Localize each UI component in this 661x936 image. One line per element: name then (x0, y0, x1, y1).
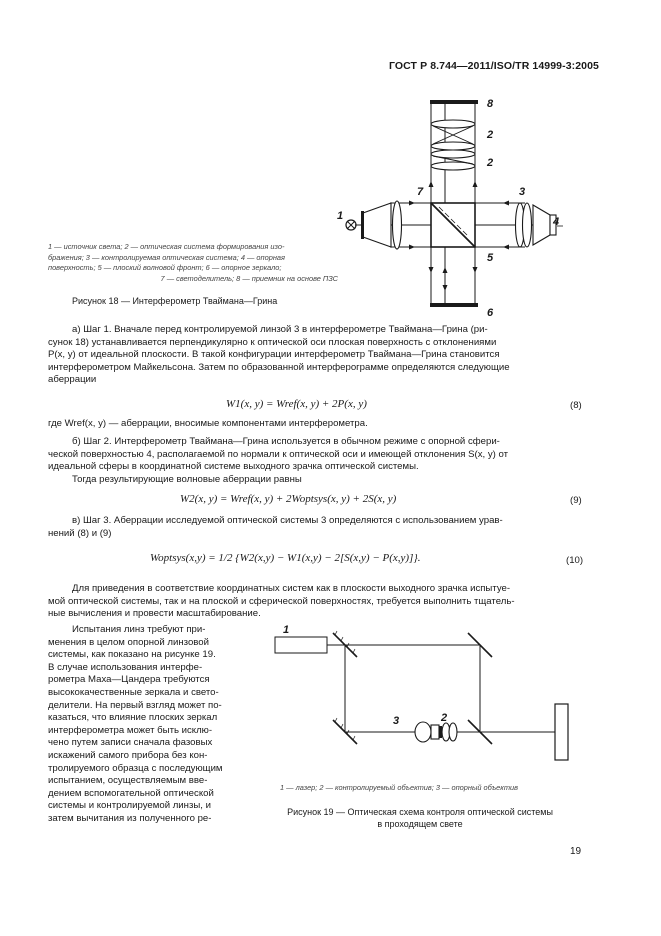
p1-line-1: а) Шаг 1. Вначале перед контролируемой линзой 3 в интерферометре Тваймана—Грина (ри- (72, 324, 488, 335)
p5-line-6: высококачественные зеркала и свето- (48, 686, 219, 698)
laser (275, 637, 327, 653)
p5-line-14: дением вспомогательной оптической (48, 787, 214, 799)
paragraph-step-3 (48, 515, 602, 540)
p5-line-5: рометра Маха—Цандера требуются (48, 674, 210, 686)
fig18-legend-line-4: 7 — светоделитель; 8 — приемник на основе ПЗС (160, 273, 338, 283)
fig18-legend-line-1: 1 — источник света; 2 — оптическая система формирования изо- (48, 242, 285, 251)
fig19-caption-line-2: в проходящем свете (377, 819, 463, 829)
source-cone (363, 203, 391, 247)
fig18-label-2a: 2 (487, 129, 494, 141)
p5-line-7: делители. На первый взгляд может по- (48, 699, 222, 711)
p3-line-2: нений (8) и (9) (48, 527, 112, 539)
p5-line-16: затем вычитания из полученного ре- (48, 812, 212, 824)
p5-line-11: искажений самого прибора без кон- (48, 749, 208, 761)
p1-line-2: сунок 18) устанавливается перпендикулярно к оптической оси плоская поверхность с отклонениями (48, 336, 497, 348)
p5-line-1: Испытания линз требуют при- (72, 624, 206, 635)
figure-18-diagram (335, 95, 585, 320)
imaging-lens-upper-bottom (431, 142, 475, 150)
fig18-label-2b: 2 (487, 157, 494, 169)
p5-line-2: менения в целом опорной линзовой (48, 636, 209, 648)
p5-line-9: интерферометра может быть исклю- (48, 724, 213, 736)
figure-18-caption: Рисунок 18 — Интерферометр Тваймана—Грина (72, 296, 278, 306)
p5-line-4: В случае использования интерфе- (48, 661, 203, 673)
reference-objective (415, 722, 431, 742)
fig19-label-3: 3 (393, 715, 400, 727)
reference-objective-barrel (431, 725, 439, 739)
test-objective-lens-2 (449, 723, 457, 741)
figure-19-diagram (255, 615, 600, 775)
p2-line-3: идеальной сферы в координатной системе выходного зрачка оптической системы. (48, 461, 419, 473)
fig18-label-7: 7 (417, 186, 424, 198)
p4-line-3: ные вычисления и провести масштабирование. (48, 608, 261, 620)
ccd-detector (430, 100, 478, 104)
fig18-label-4: 4 (553, 216, 560, 228)
detector-screen (555, 704, 568, 760)
paragraph-step-2 (48, 436, 602, 486)
p4-line-2: мой оптической системы, так и на плоской и сферической поверхностях, требуется выполнить тщатель- (48, 595, 515, 607)
p1-line-3: P(x, y) от идеальной плоскости. В такой конфигурации интерферометр Тваймана—Грина становится (48, 349, 500, 361)
imaging-lens-upper-top (431, 120, 475, 128)
p5-line-15: системы и контролируемой линзы, и (48, 800, 211, 812)
paragraph-where: где Wref(x, y) — аберрации, вносимые компонентами интерферометра. (48, 418, 368, 429)
equation-10: Woptsys(x,y) = 1/2 {W2(x,y) − W1(x,y) − 2[S(x,y) − P(x,y)]}. (150, 552, 421, 564)
fig18-label-5: 5 (487, 252, 494, 264)
p3-line-1: в) Шаг 3. Аберрации исследуемой оптической системы 3 определяются с использованием урав- (72, 515, 503, 526)
figure-19-caption (270, 806, 570, 830)
p5-line-10: чено путем записи сначала фазовых (48, 737, 213, 749)
equation-9: W2(x, y) = Wref(x, y) + 2Woptsys(x, y) + 2S(x, y) (180, 493, 397, 505)
p5-line-8: казаться, что влияние плоских зеркал (48, 712, 218, 724)
p5-line-13: испытанием, осуществляемым вве- (48, 775, 208, 787)
figure-18-legend (48, 242, 338, 284)
equation-10-number: (10) (566, 555, 584, 566)
p1-line-5: аберрации (48, 374, 97, 386)
reference-mirror (430, 303, 478, 307)
fig18-legend-line-3: поверхность; 5 — плоский волновой фронт; 6 — опорное зеркало; (48, 263, 282, 272)
fig18-label-8: 8 (487, 98, 494, 110)
p5-line-3: системы, как показано на рисунке 19. (48, 649, 216, 661)
fig18-label-1: 1 (337, 210, 344, 222)
equation-8-number: (8) (570, 400, 582, 411)
p2-line-1: б) Шаг 2. Интерферометр Тваймана—Грина используется в обычном режиме с опорной сфери- (72, 436, 500, 447)
fig19-caption-line-1: Рисунок 19 — Оптическая схема контроля оптической системы (287, 807, 553, 817)
p2-line-4: Тогда результирующие волновые аберрации равны (72, 473, 302, 485)
equation-8: W1(x, y) = Wref(x, y) + 2P(x, y) (226, 398, 367, 410)
paragraph-lens-testing (48, 624, 246, 826)
paragraph-step-1 (48, 324, 602, 387)
p5-line-12: тролируемого образца с последующим (48, 762, 223, 774)
equation-9-number: (9) (570, 495, 582, 506)
reference-surface (533, 205, 550, 245)
p2-line-2: ческой поверхностью 4, располагаемой по нормали к оптической оси и имеющей отклонения S(x, y) от (48, 448, 509, 460)
figure-19-legend: 1 — лазер; 2 — контролируемый объектив; 3 — опорный объектив (280, 783, 518, 792)
p1-line-4: интерферометром Майкельсона. Затем по образованной интерферограмме определяются следующие (48, 361, 510, 373)
fig18-label-6: 6 (487, 307, 494, 319)
fig19-label-1: 1 (283, 624, 290, 636)
fig18-label-3: 3 (519, 186, 526, 198)
fig18-legend-line-2: бражения; 3 — контролируемая оптическая система; 4 — опорная (48, 252, 285, 262)
page-number: 19 (570, 846, 582, 857)
fig19-label-2: 2 (441, 712, 448, 724)
document-header: ГОСТ Р 8.744—2011/ISO/TR 14999-3:2005 (388, 60, 599, 72)
collimator-lens (393, 201, 402, 249)
p4-line-1: Для приведения в соответствие координатных систем как в плоскости выходного зрачка испытуе- (72, 583, 511, 594)
